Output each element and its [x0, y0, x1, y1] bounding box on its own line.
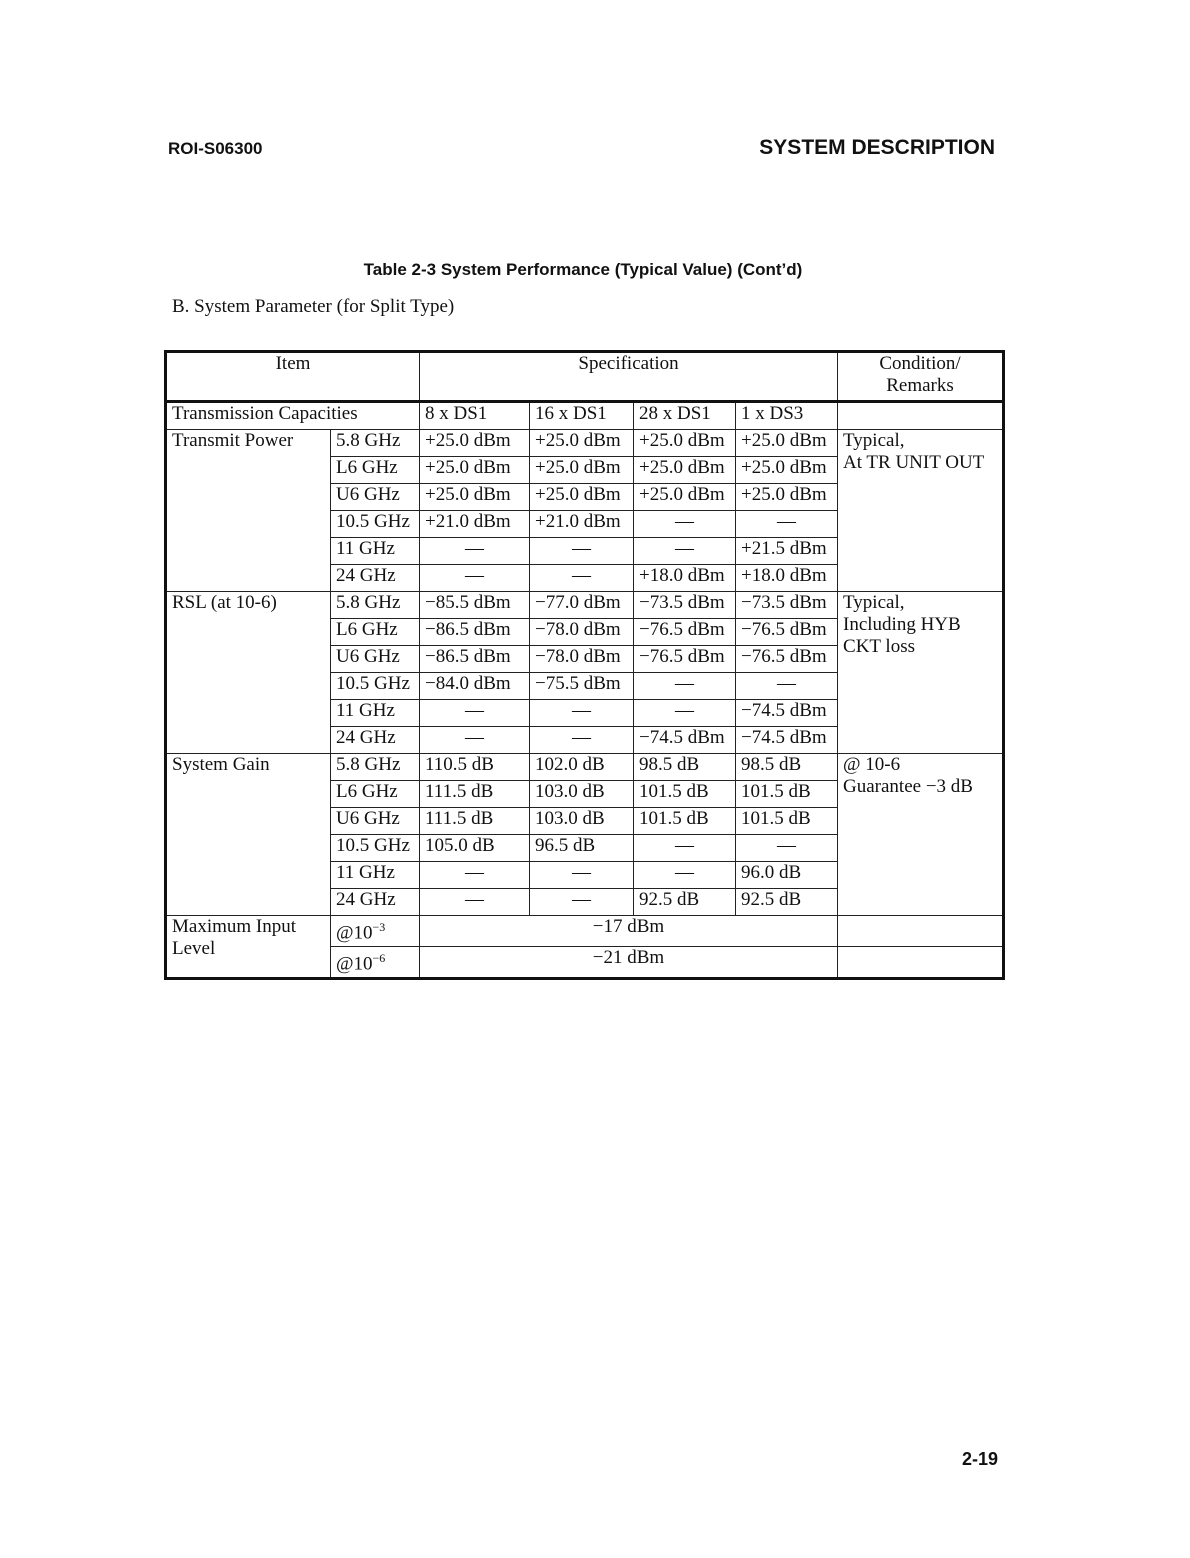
value-cell: —: [530, 538, 634, 565]
band-cell: 24 GHz: [331, 727, 420, 754]
max-input-remark: [838, 916, 1004, 947]
group-label: RSL (at 10-6): [166, 592, 331, 754]
value-cell: —: [530, 565, 634, 592]
header-row: [166, 352, 1004, 402]
value-cell: +25.0 dBm: [634, 457, 736, 484]
max-input-value: −17 dBm: [420, 916, 838, 947]
value-cell: 92.5 dB: [736, 889, 838, 916]
value-cell: −86.5 dBm: [420, 646, 530, 673]
value-cell: +18.0 dBm: [634, 565, 736, 592]
group-remark: [838, 754, 1004, 916]
value-cell: −76.5 dBm: [634, 619, 736, 646]
remark-line: @ 10-6: [843, 754, 901, 775]
band-cell: L6 GHz: [331, 619, 420, 646]
max-input-condition: [331, 916, 420, 947]
max-input-value: −21 dBm: [420, 947, 838, 979]
value-cell: 110.5 dB: [420, 754, 530, 781]
value-cell: +25.0 dBm: [530, 430, 634, 457]
capacity-remark: [838, 402, 1004, 430]
band-cell: 10.5 GHz: [331, 511, 420, 538]
group-remark: [838, 592, 1004, 754]
value-cell: −73.5 dBm: [736, 592, 838, 619]
band-cell: 11 GHz: [331, 538, 420, 565]
value-cell: +21.5 dBm: [736, 538, 838, 565]
value-cell: —: [420, 538, 530, 565]
value-cell: —: [420, 862, 530, 889]
value-cell: +25.0 dBm: [634, 484, 736, 511]
value-cell: +25.0 dBm: [530, 484, 634, 511]
capacities-label: Transmission Capacities: [166, 402, 420, 430]
band-cell: 24 GHz: [331, 565, 420, 592]
capacity-col: 28 x DS1: [634, 402, 736, 430]
value-cell: +25.0 dBm: [736, 457, 838, 484]
condition-base: @10: [336, 922, 373, 944]
value-cell: —: [736, 511, 838, 538]
value-cell: —: [530, 700, 634, 727]
value-cell: −76.5 dBm: [736, 646, 838, 673]
value-cell: —: [530, 727, 634, 754]
max-input-label-line: Maximum Input: [172, 916, 297, 937]
value-cell: −75.5 dBm: [530, 673, 634, 700]
value-cell: 103.0 dB: [530, 781, 634, 808]
max-input-condition: [331, 947, 420, 979]
max-input-row: [166, 916, 1004, 947]
value-cell: 101.5 dB: [634, 781, 736, 808]
value-cell: —: [634, 538, 736, 565]
condition-exponent: −3: [372, 920, 386, 934]
band-cell: 5.8 GHz: [331, 592, 420, 619]
system-performance-table: [164, 350, 1005, 980]
band-cell: U6 GHz: [331, 646, 420, 673]
value-cell: 101.5 dB: [736, 781, 838, 808]
document-id: ROI-S06300: [168, 139, 263, 158]
value-cell: —: [634, 862, 736, 889]
remark-line: Typical,: [843, 430, 905, 451]
value-cell: —: [420, 565, 530, 592]
section-title: SYSTEM DESCRIPTION: [759, 136, 995, 159]
value-cell: —: [634, 835, 736, 862]
group-label: Transmit Power: [166, 430, 331, 592]
value-cell: −77.0 dBm: [530, 592, 634, 619]
value-cell: −74.5 dBm: [736, 727, 838, 754]
table-row: [166, 592, 1004, 619]
value-cell: 111.5 dB: [420, 781, 530, 808]
band-cell: 11 GHz: [331, 700, 420, 727]
condition-base: @10: [336, 953, 373, 975]
value-cell: −86.5 dBm: [420, 619, 530, 646]
remark-line: At TR UNIT OUT: [843, 452, 985, 473]
value-cell: 96.5 dB: [530, 835, 634, 862]
value-cell: 103.0 dB: [530, 808, 634, 835]
value-cell: 102.0 dB: [530, 754, 634, 781]
band-cell: 10.5 GHz: [331, 835, 420, 862]
value-cell: +25.0 dBm: [736, 430, 838, 457]
value-cell: —: [736, 835, 838, 862]
value-cell: 105.0 dB: [420, 835, 530, 862]
value-cell: +25.0 dBm: [420, 457, 530, 484]
value-cell: −85.5 dBm: [420, 592, 530, 619]
specification-header: Specification: [420, 352, 838, 402]
band-cell: 5.8 GHz: [331, 754, 420, 781]
max-input-label-line: Level: [172, 938, 216, 959]
value-cell: —: [634, 511, 736, 538]
value-cell: —: [530, 889, 634, 916]
value-cell: −73.5 dBm: [634, 592, 736, 619]
value-cell: +25.0 dBm: [420, 484, 530, 511]
remark-line: CKT loss: [843, 636, 915, 657]
value-cell: +25.0 dBm: [530, 457, 634, 484]
value-cell: —: [634, 700, 736, 727]
capacity-col: 8 x DS1: [420, 402, 530, 430]
value-cell: —: [420, 727, 530, 754]
value-cell: −78.0 dBm: [530, 619, 634, 646]
table-title: Table 2-3 System Performance (Typical Value) (Cont’d): [363, 260, 803, 279]
condition-header: Condition/ Remarks: [838, 352, 1004, 402]
value-cell: +25.0 dBm: [736, 484, 838, 511]
value-cell: −78.0 dBm: [530, 646, 634, 673]
remark-line: Guarantee −3 dB: [843, 776, 973, 797]
item-header: Item: [166, 352, 420, 402]
band-cell: 11 GHz: [331, 862, 420, 889]
band-cell: 24 GHz: [331, 889, 420, 916]
capacity-col: 1 x DS3: [736, 402, 838, 430]
band-cell: L6 GHz: [331, 457, 420, 484]
page-number: 2-19: [961, 1449, 998, 1469]
value-cell: 92.5 dB: [634, 889, 736, 916]
value-cell: +21.0 dBm: [420, 511, 530, 538]
value-cell: —: [420, 889, 530, 916]
value-cell: —: [736, 673, 838, 700]
band-cell: U6 GHz: [331, 484, 420, 511]
value-cell: −74.5 dBm: [736, 700, 838, 727]
max-input-remark: [838, 947, 1004, 979]
value-cell: —: [420, 700, 530, 727]
value-cell: +21.0 dBm: [530, 511, 634, 538]
value-cell: 111.5 dB: [420, 808, 530, 835]
remark-line: Including HYB: [843, 614, 961, 635]
value-cell: +25.0 dBm: [634, 430, 736, 457]
group-remark: [838, 430, 1004, 592]
value-cell: +18.0 dBm: [736, 565, 838, 592]
value-cell: —: [634, 673, 736, 700]
value-cell: 101.5 dB: [634, 808, 736, 835]
table-row: [166, 754, 1004, 781]
table-row: [166, 430, 1004, 457]
band-cell: L6 GHz: [331, 781, 420, 808]
value-cell: 96.0 dB: [736, 862, 838, 889]
capacities-row: [166, 402, 1004, 430]
value-cell: −76.5 dBm: [736, 619, 838, 646]
value-cell: 101.5 dB: [736, 808, 838, 835]
max-input-label: [166, 916, 331, 979]
condition-exponent: −6: [372, 951, 386, 965]
band-cell: U6 GHz: [331, 808, 420, 835]
remark-line: Typical,: [843, 592, 905, 613]
value-cell: —: [530, 862, 634, 889]
value-cell: −84.0 dBm: [420, 673, 530, 700]
capacity-col: 16 x DS1: [530, 402, 634, 430]
value-cell: −74.5 dBm: [634, 727, 736, 754]
value-cell: −76.5 dBm: [634, 646, 736, 673]
value-cell: 98.5 dB: [634, 754, 736, 781]
band-cell: 10.5 GHz: [331, 673, 420, 700]
value-cell: 98.5 dB: [736, 754, 838, 781]
band-cell: 5.8 GHz: [331, 430, 420, 457]
section-label: B. System Parameter (for Split Type): [172, 296, 455, 317]
value-cell: +25.0 dBm: [420, 430, 530, 457]
group-label: System Gain: [166, 754, 331, 916]
